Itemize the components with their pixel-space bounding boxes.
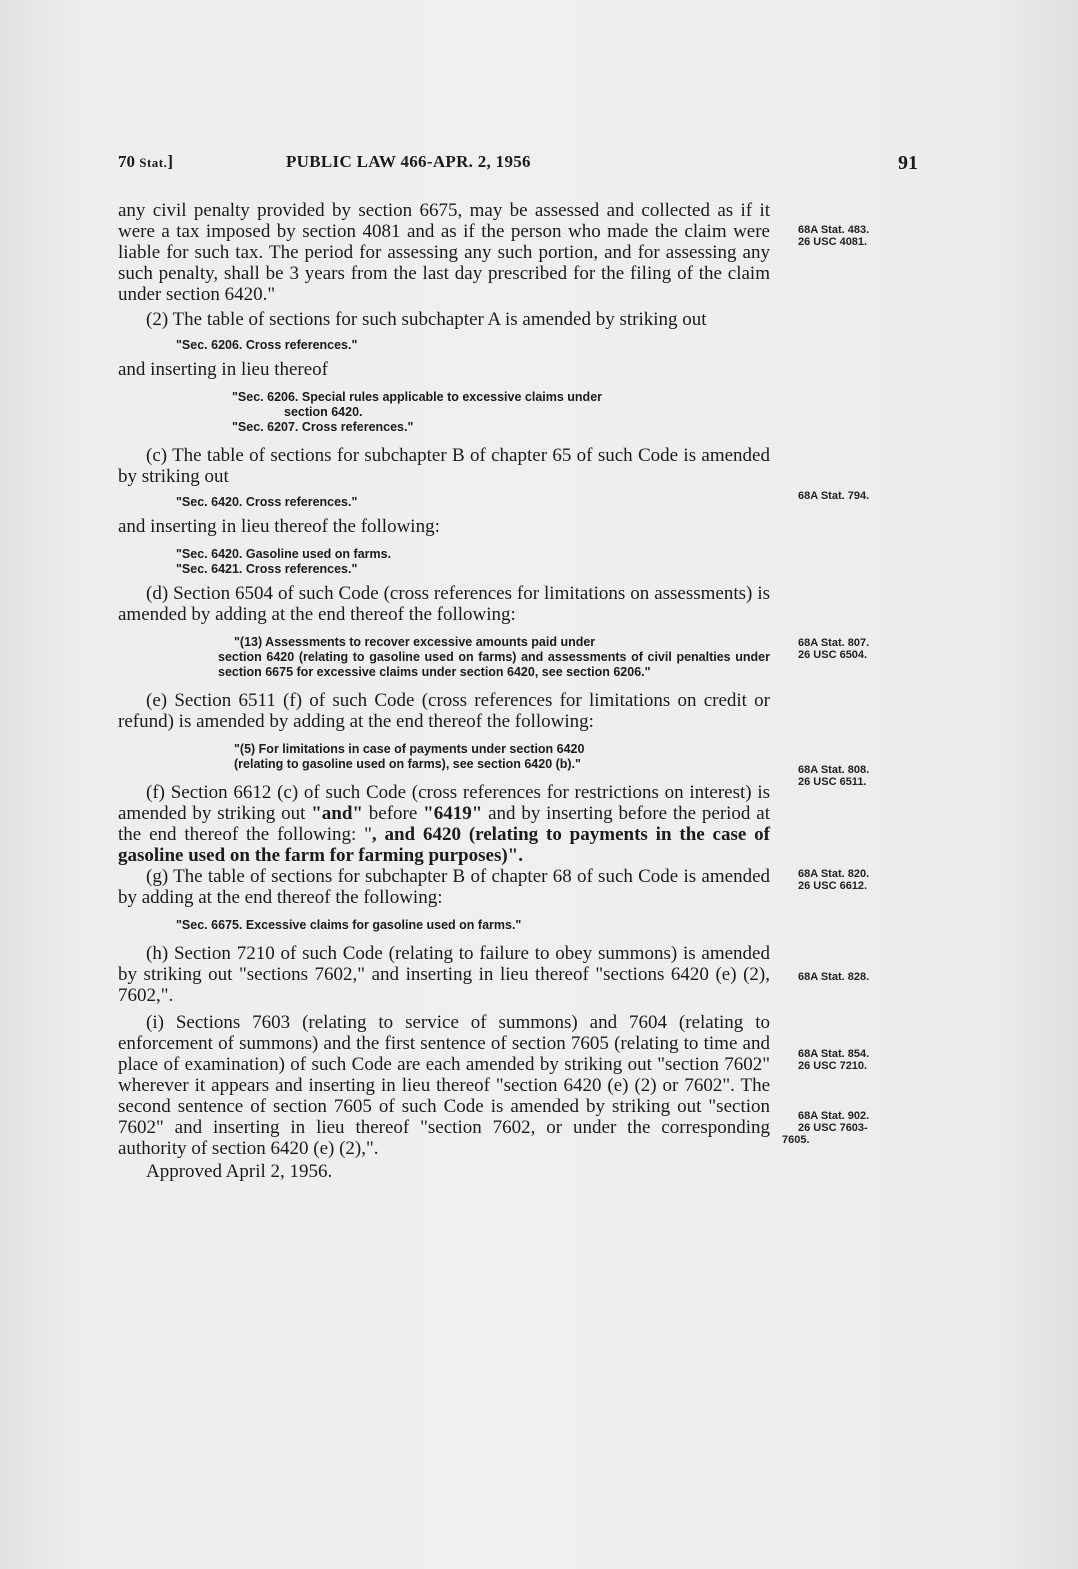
paragraph-text: and inserting in lieu thereof the following: bbox=[118, 516, 440, 537]
quoted-section: "Sec. 6206. Cross references." bbox=[176, 338, 358, 352]
margin-note: 68A Stat. 794. bbox=[798, 490, 870, 502]
paragraph-f: (f) Section 6612 (c) of such Code (cross references for restrictions on interest) is amended by striking out "and" before "6419" and by inserting before the period at the end thereof the following: ", and 6420 (relating to payments in the case of gasoline used on the farm for farming purposes)". bbox=[118, 782, 770, 866]
quoted-section: "(13) Assessments to recover excessive amounts paid under section 6420 (relating to gasoline used on farms) and assessments of civil penalties under section 6675 for excessive claims under section 6420, see section 6206." bbox=[218, 635, 770, 679]
margin-note: 68A Stat. 820. 26 USC 6612. bbox=[798, 868, 870, 892]
document-body bbox=[118, 200, 770, 1182]
page-header bbox=[118, 152, 918, 178]
page-number: 91 bbox=[898, 152, 918, 174]
paragraph-h: (h) Section 7210 of such Code (relating to failure to obey summons) is amended by striking out "sections 7602," and inserting in lieu thereof "sections 6420 (e) (2), 7602,". bbox=[118, 943, 770, 1006]
paragraph-e: (e) Section 6511 (f) of such Code (cross references for limitations on credit or refund) is amended by adding at the end thereof the following: bbox=[118, 690, 770, 732]
margin-note: 68A Stat. 807. 26 USC 6504. bbox=[798, 637, 870, 661]
paragraph-c: (c) The table of sections for subchapter B of chapter 65 of such Code is amended by striking out bbox=[118, 445, 770, 487]
margin-note: 68A Stat. 808. 26 USC 6511. bbox=[798, 764, 870, 788]
paragraph-text: and inserting in lieu thereof bbox=[118, 359, 328, 380]
quoted-section: "Sec. 6206. Special rules applicable to excessive claims under section 6420. bbox=[232, 390, 603, 419]
margin-note: 68A Stat. 902. 26 USC 7603- 7605. bbox=[782, 1110, 870, 1146]
quoted-section: "Sec. 6207. Cross references." bbox=[232, 420, 414, 434]
margin-note: 68A Stat. 854. 26 USC 7210. bbox=[798, 1048, 870, 1072]
quoted-section: "Sec. 6420. Gasoline used on farms. bbox=[176, 547, 392, 561]
approval-line: Approved April 2, 1956. bbox=[146, 1161, 333, 1182]
quoted-section: "Sec. 6675. Excessive claims for gasoline used on farms." bbox=[176, 918, 522, 932]
quoted-section: "(5) For limitations in case of payments under section 6420 (relating to gasoline used on farms), see section 6420 (b)." bbox=[234, 742, 585, 771]
paragraph-2: (2) The table of sections for such subchapter A is amended by striking out bbox=[146, 309, 707, 330]
paragraph-i: (i) Sections 7603 (relating to service of summons) and 7604 (relating to enforcement of summons) and the first sentence of section 7605 (relating to time and place of examination) of such Code are each amended by striking out "section 7602" wherever it appears and inserting in lieu thereof "section 6420 (e) (2) or 7602". The second sentence of section 7605 of such Code is amended by striking out "section 7602" and inserting in lieu thereof "section 7602, or under the corresponding authority of section 6420 (e) (2),". bbox=[118, 1012, 770, 1159]
margin-note: 68A Stat. 483. 26 USC 4081. bbox=[798, 224, 870, 248]
statute-volume: 70 Stat.] bbox=[118, 152, 174, 171]
paragraph-g: (g) The table of sections for subchapter B of chapter 68 of such Code is amended by adding at the end thereof the following: bbox=[118, 866, 770, 908]
paragraph-continuation: any civil penalty provided by section 6675, may be assessed and collected as if it were a tax imposed by section 4081 and as if the person who made the claim were liable for such tax. The period for assessing any such portion, and for assessing any such penalty, shall be 3 years from the last day prescribed for the filing of the claim under section 6420." bbox=[118, 200, 770, 305]
margin-note: 68A Stat. 828. bbox=[798, 971, 870, 983]
page-title: PUBLIC LAW 466-APR. 2, 1956 bbox=[286, 152, 531, 171]
quoted-section: "Sec. 6421. Cross references." bbox=[176, 562, 358, 576]
paragraph-d: (d) Section 6504 of such Code (cross references for limitations on assessments) is amended by adding at the end thereof the following: bbox=[118, 583, 770, 625]
quoted-section: "Sec. 6420. Cross references." bbox=[176, 495, 358, 509]
